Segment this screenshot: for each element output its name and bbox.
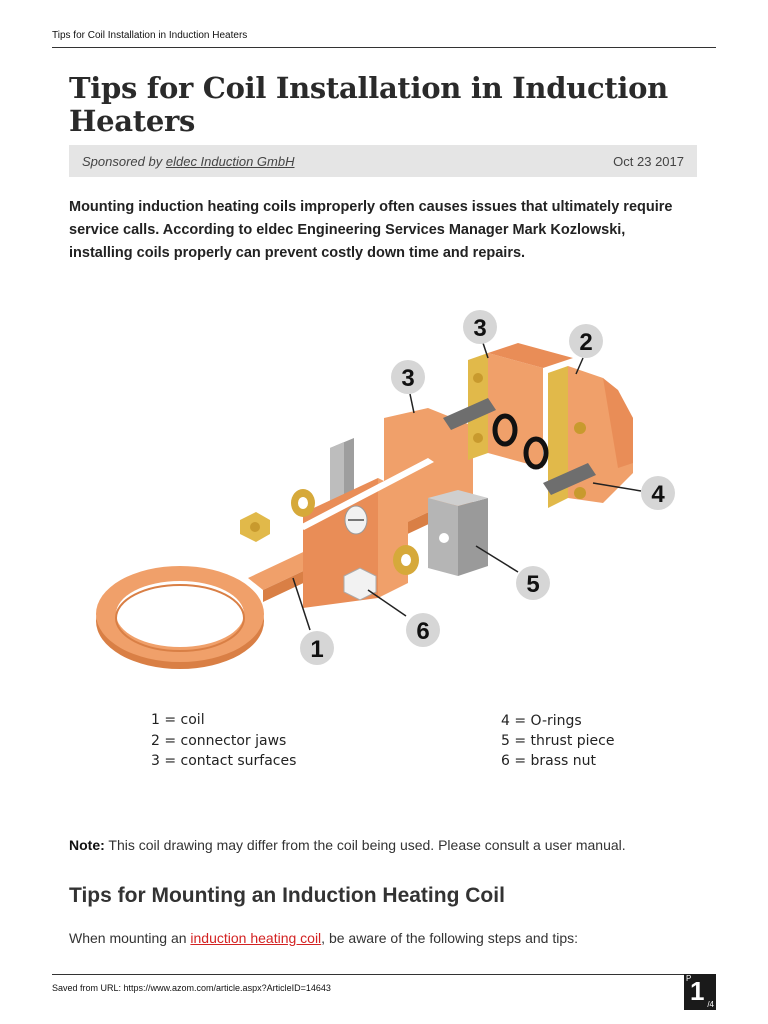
svg-text:3: 3 bbox=[473, 315, 487, 342]
intro-paragraph bbox=[69, 930, 578, 946]
legend-item-thrust-piece: 5 = thrust piece bbox=[501, 733, 615, 749]
running-header: Tips for Coil Installation in Induction Heaters bbox=[52, 30, 248, 41]
callout-3-left bbox=[391, 360, 425, 413]
footer-rule bbox=[52, 974, 684, 975]
para-text-after: , be aware of the following steps and tips: bbox=[321, 930, 578, 946]
sponsor-prefix: Sponsored by bbox=[82, 153, 163, 169]
svg-text:1: 1 bbox=[310, 636, 324, 663]
sponsor-line bbox=[82, 154, 294, 169]
para-text-before: When mounting an bbox=[69, 930, 191, 946]
saved-url: Saved from URL: https://www.azom.com/article.aspx?ArticleID=14643 bbox=[52, 983, 331, 993]
callout-3-top bbox=[463, 310, 497, 358]
svg-text:3: 3 bbox=[401, 365, 415, 392]
figure-legend bbox=[151, 712, 614, 769]
induction-coil-link[interactable]: induction heating coil bbox=[190, 930, 322, 946]
page-indicator bbox=[684, 974, 716, 1010]
svg-text:2: 2 bbox=[579, 329, 593, 356]
sponsor-link[interactable]: eldec Induction GmbH bbox=[165, 153, 295, 169]
svg-text:5: 5 bbox=[526, 571, 540, 598]
callout-6 bbox=[368, 590, 440, 647]
header-rule bbox=[52, 47, 716, 48]
page-label: P bbox=[686, 974, 692, 983]
coil-assembly-figure bbox=[88, 298, 688, 788]
legend-item-brass-nut: 6 = brass nut bbox=[501, 753, 597, 769]
svg-text:6: 6 bbox=[416, 618, 430, 645]
article-date: Oct 23 2017 bbox=[613, 153, 684, 169]
page-number: 1 bbox=[690, 976, 705, 1006]
sponsor-bar bbox=[69, 145, 697, 177]
legend-item-connector-jaws: 2 = connector jaws bbox=[151, 733, 287, 749]
article-title: Tips for Coil Installation in Induction Heaters bbox=[69, 71, 668, 138]
svg-text:4: 4 bbox=[651, 481, 665, 508]
lead-paragraph: Mounting induction heating coils improperly often causes issues that ultimately require service calls. According to eldec Engineering Services Manager Mark Kozlowski, installing coils properly can prevent costly down time and repairs. bbox=[69, 199, 673, 261]
callout-2 bbox=[569, 324, 603, 374]
legend-item-coil: 1 = coil bbox=[151, 712, 205, 728]
legend-item-contact-surfaces: 3 = contact surfaces bbox=[151, 753, 297, 769]
figure-note bbox=[69, 837, 709, 853]
note-text: This coil drawing may differ from the coil being used. Please consult a user manual. bbox=[104, 837, 626, 853]
thrust-piece bbox=[428, 490, 488, 576]
legend-item-o-rings: 4 = O-rings bbox=[501, 713, 582, 729]
page-total: /4 bbox=[707, 1000, 714, 1009]
note-label: Note: bbox=[69, 837, 105, 853]
section-heading: Tips for Mounting an Induction Heating Coil bbox=[69, 884, 505, 907]
